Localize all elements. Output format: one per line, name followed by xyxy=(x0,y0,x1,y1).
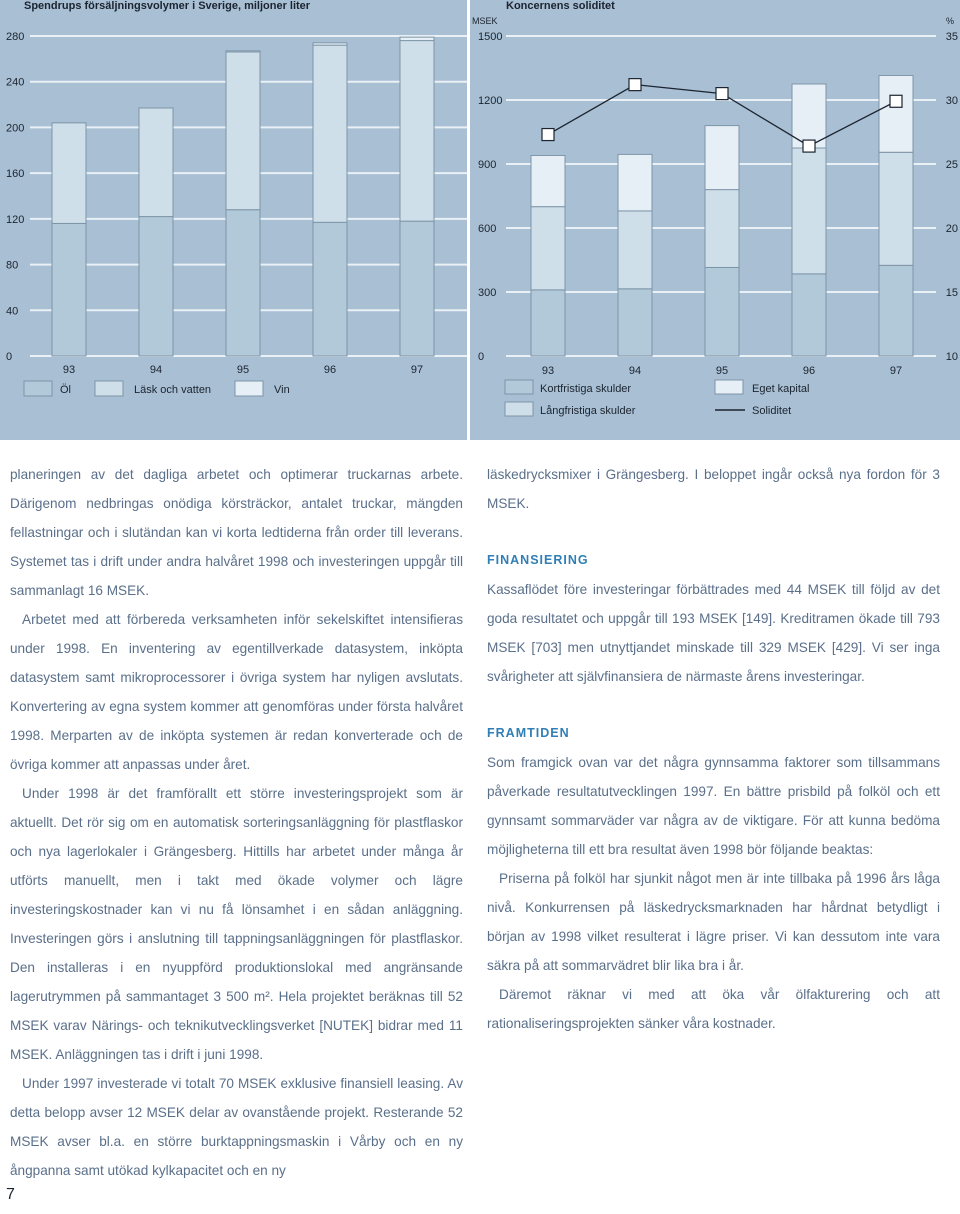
paragraph: Under 1997 investerade vi totalt 70 MSEK exklusive finansiell leasing. Av detta belopp avser 12 MSEK delar av ovanstående projekt. Resterande 52 MSEK avser bl.a. en större burktappningsmaskin i Vårby och en ny ångpanna samt utökad kylkapacitet och en ny xyxy=(10,1076,463,1178)
legend-swatch xyxy=(95,381,123,396)
bar-segment-läsk-och-vatten xyxy=(400,41,434,222)
y-tick-label: 600 xyxy=(478,223,497,235)
paragraph: Priserna på folköl har sjunkit något men är inte tillbaka på 1996 års låga nivå. Konkurrensen på läskedrycksmarknaden har hårdnat betydligt i början av 1998 vilket resulterat i lägre priser. Vi kan dessutom inte vara säkra på att sommarvädret blir lika bra i år. xyxy=(487,871,940,973)
legend-swatch xyxy=(24,381,52,396)
bar-segment-kortfristiga-skulder xyxy=(792,274,826,356)
chart-title: Koncernens soliditet xyxy=(506,0,615,12)
right-text-column xyxy=(487,460,940,1038)
chart-title: Spendrups försäljningsvolymer i Sverige, miljoner liter xyxy=(24,0,311,12)
bar-segment-långfristiga-skulder xyxy=(705,190,739,268)
y-tick-label: 0 xyxy=(478,351,485,363)
y-tick-label: 160 xyxy=(6,168,25,181)
bar-segment-eget-kapital xyxy=(531,155,565,206)
x-tick-label: 94 xyxy=(628,365,642,377)
soliditet-marker xyxy=(542,129,554,141)
y2-tick-label: 30 xyxy=(945,95,958,107)
paragraph: Arbetet med att förbereda verksamheten inför sekelskiftet intensifieras under 1998. En inventering av egentillverkade datasystem, inköpta datasystem samt mikroprocessorer i övriga system har nyligen avslutats. Konvertering av egna system kommer att genomföras under första halvåret 1998. Merparten av de inköpta systemen är redan konverterade och de övriga kommer att anpassas under året. xyxy=(10,612,463,772)
bar-segment-vin xyxy=(226,51,260,52)
legend-label: Öl xyxy=(60,384,71,396)
y-axis-unit: MSEK xyxy=(472,16,498,26)
legend-label: Läsk och vatten xyxy=(134,384,212,396)
y-tick-label: 280 xyxy=(6,31,25,43)
solidity-plot xyxy=(470,0,960,440)
legend-swatch xyxy=(505,402,533,416)
y-tick-label: 1200 xyxy=(478,95,503,107)
section-heading-framtiden: FRAMTIDEN xyxy=(487,726,570,740)
sales-volume-chart xyxy=(0,0,467,440)
sales-volume-plot xyxy=(0,0,467,440)
y-tick-label: 80 xyxy=(6,259,19,272)
solidity-chart xyxy=(470,0,960,440)
y2-tick-label: 25 xyxy=(945,159,958,171)
x-tick-label: 94 xyxy=(149,364,163,376)
y-tick-label: 40 xyxy=(6,305,19,318)
bar-segment-eget-kapital xyxy=(705,126,739,190)
bar-segment-öl xyxy=(139,217,173,356)
bar-segment-kortfristiga-skulder xyxy=(879,265,913,356)
paragraph: läskedrycksmixer i Grängesberg. I beloppet ingår också nya fordon för 3 MSEK. xyxy=(487,467,940,511)
legend-label: Långfristiga skulder xyxy=(540,405,636,417)
bar-segment-läsk-och-vatten xyxy=(226,52,260,210)
page-number: 7 xyxy=(6,1186,15,1203)
y-tick-label: 300 xyxy=(478,287,497,299)
legend-label: Kortfristiga skulder xyxy=(540,383,632,395)
bar-segment-långfristiga-skulder xyxy=(618,211,652,289)
legend-swatch xyxy=(235,381,263,396)
x-tick-label: 93 xyxy=(541,365,555,377)
bar-segment-eget-kapital xyxy=(618,154,652,211)
legend-label: Soliditet xyxy=(752,405,792,417)
bar-segment-kortfristiga-skulder xyxy=(531,290,565,356)
bar-segment-långfristiga-skulder xyxy=(879,152,913,265)
y2-tick-label: 15 xyxy=(945,287,958,299)
y-tick-label: 0 xyxy=(6,351,13,363)
x-tick-label: 96 xyxy=(802,365,816,377)
bar-segment-öl xyxy=(226,210,260,356)
bar-segment-långfristiga-skulder xyxy=(792,148,826,274)
x-tick-label: 97 xyxy=(410,364,424,376)
legend-label: Vin xyxy=(274,384,290,396)
soliditet-marker xyxy=(890,95,902,107)
section-heading-finansiering: FINANSIERING xyxy=(487,553,589,567)
paragraph: Kassaflödet före investeringar förbättrades med 44 MSEK till följd av det goda resultatet och uppgår till 193 MSEK [149]. Kreditramen ökade till 793 MSEK [703] men utnyttjandet minskade till 329 MSEK [429]. Vi ser inga svårigheter att självfinansiera de närmaste årens investeringar. xyxy=(487,582,940,684)
y-tick-label: 120 xyxy=(6,213,25,226)
bar-segment-läsk-och-vatten xyxy=(52,123,86,224)
y-tick-label: 900 xyxy=(478,159,497,171)
x-tick-label: 95 xyxy=(236,364,250,376)
x-tick-label: 95 xyxy=(715,365,729,377)
bar-segment-kortfristiga-skulder xyxy=(705,267,739,356)
y-tick-label: 200 xyxy=(6,122,25,135)
bar-segment-läsk-och-vatten xyxy=(313,45,347,222)
bar-segment-vin xyxy=(313,43,347,45)
bar-segment-vin xyxy=(400,37,434,40)
soliditet-marker xyxy=(803,140,815,152)
x-tick-label: 97 xyxy=(889,365,903,377)
x-tick-label: 96 xyxy=(323,364,337,376)
bar-segment-öl xyxy=(52,223,86,356)
bar-segment-öl xyxy=(400,221,434,356)
y2-tick-label: 35 xyxy=(945,31,958,43)
y-tick-label: 1500 xyxy=(478,31,503,43)
legend-swatch xyxy=(715,380,743,394)
bar-segment-kortfristiga-skulder xyxy=(618,289,652,356)
y2-axis-unit: % xyxy=(946,16,955,26)
legend-swatch xyxy=(505,380,533,394)
soliditet-marker xyxy=(716,88,728,100)
bar-segment-läsk-och-vatten xyxy=(139,108,173,217)
paragraph: Under 1998 är det framförallt ett större investeringsprojekt som är aktuellt. Det rör sig om en automatisk sorteringsanläggning för plastflaskor och nya lagerlokaler i Grängesberg. Hittills har arbetet under många år utförts manuellt, men i takt med ökade volymer och lägre investeringskostnader kan vi nu få lönsamhet i en sådan anläggning. Investeringen görs i anslutning till tappningsanläggningen för plastflaskor. Den installeras i en nyuppförd produktionslokal med angränsande lagerutrymmen på sammantaget 3 500 m². Hela projektet beräknas till 52 MSEK varav Närings- och teknikutvecklingsverket [NUTEK] bidrar med 11 MSEK. Anläggningen tas i drift i juni 1998. xyxy=(10,786,463,1062)
bar-segment-eget-kapital xyxy=(879,75,913,152)
paragraph: Däremot räknar vi med att öka vår ölfakturering och att rationaliseringsprojekten sänker våra kostnader. xyxy=(487,987,940,1031)
bar-segment-långfristiga-skulder xyxy=(531,207,565,290)
bar-segment-öl xyxy=(313,222,347,356)
soliditet-marker xyxy=(629,79,641,91)
paragraph: Som framgick ovan var det några gynnsamma faktorer som tillsammans påverkade resultatutvecklingen 1997. En bättre prisbild på folköl och ett gynnsamt sommarväder var några av de viktigare. För att kunna bedöma möjligheterna till ett bra resultat även 1998 bör följande beaktas: xyxy=(487,755,940,857)
paragraph: planeringen av det dagliga arbetet och optimerar truckarnas arbete. Därigenom nedbringas onödiga körsträckor, antalet truckar, mängden fellastningar och i slutändan kan vi korta ledtiderna från order till leverans. Systemet tas i drift under andra halvåret 1998 och investeringen uppgår till sammanlagt 16 MSEK. xyxy=(10,467,463,598)
y2-tick-label: 10 xyxy=(945,351,958,363)
y2-tick-label: 20 xyxy=(945,223,958,235)
legend-label: Eget kapital xyxy=(752,383,810,395)
x-tick-label: 93 xyxy=(62,364,76,376)
y-tick-label: 240 xyxy=(6,76,25,89)
left-text-column xyxy=(10,460,463,1185)
